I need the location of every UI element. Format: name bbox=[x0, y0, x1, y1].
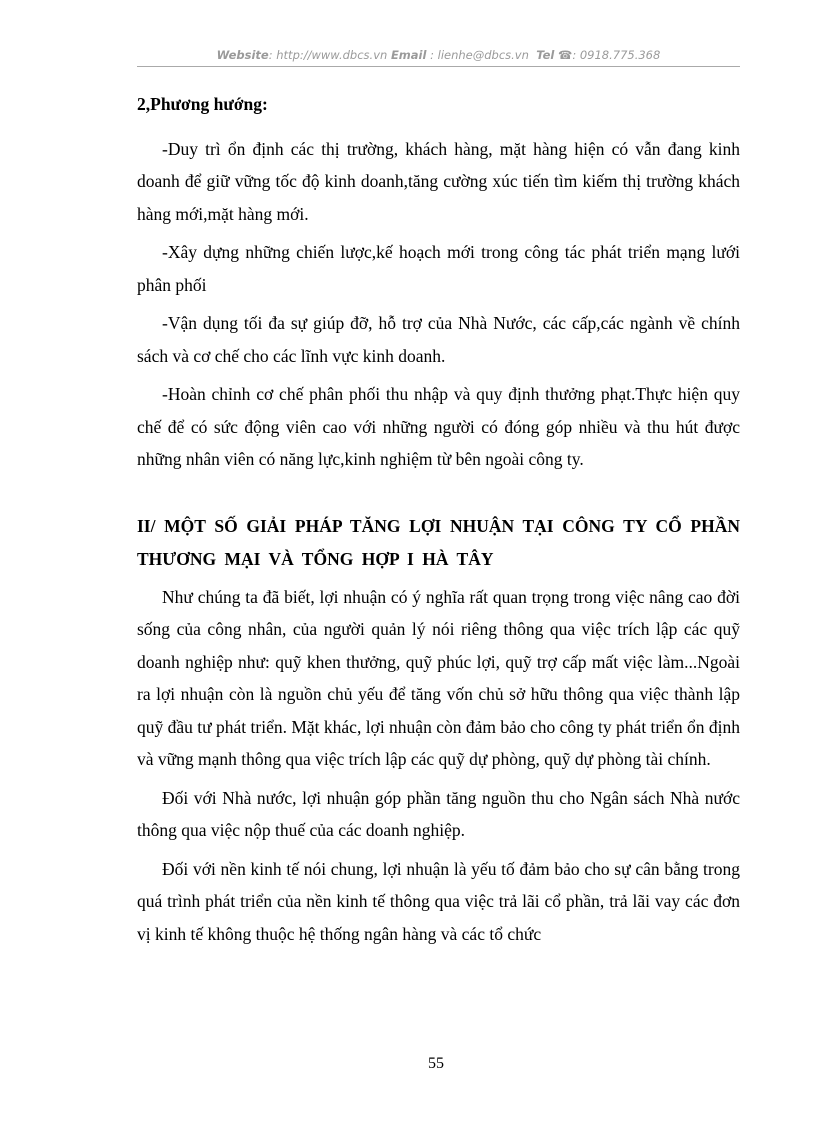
paragraph: -Vận dụng tối đa sự giúp đỡ, hỗ trợ của Nhà Nước, các cấp,các ngành về chính sách và cơ chế cho các lĩnh vực kinh doanh. bbox=[137, 313, 740, 366]
paragraph: -Xây dựng những chiến lược,kế hoạch mới trong công tác phát triển mạng lưới phân phối bbox=[137, 242, 740, 295]
website-value: : http://www.dbcs.vn bbox=[268, 48, 388, 62]
paragraph: -Duy trì ổn định các thị trường, khách hàng, mặt hàng hiện có vẫn đang kinh doanh để giữ vững tốc độ kinh doanh,tăng cường xúc tiến tìm kiếm thị trường khách hàng mới,mặt hàng mới. bbox=[137, 138, 740, 224]
page-number: 55 bbox=[428, 1055, 444, 1072]
phone-icon: ☎ bbox=[557, 48, 573, 62]
section-title: 2,Phương hướng: bbox=[137, 94, 268, 114]
section-heading: II/ MỘT SỐ GIẢI PHÁP TĂNG LỢI NHUẬN TẠI CÔNG TY CỔ PHẦN THƯƠNG MẠI VÀ TỔNG HỢP I HÀ TÂY bbox=[137, 515, 740, 569]
email-value: : lienhe@dbcs.vn bbox=[430, 48, 529, 62]
header-divider bbox=[137, 66, 740, 67]
page-header bbox=[137, 48, 740, 62]
paragraph: Đối với Nhà nước, lợi nhuận góp phần tăng nguồn thu cho Ngân sách Nhà nước thông qua việc nộp thuế của các doanh nghiệp. bbox=[137, 787, 740, 840]
paragraph: Như chúng ta đã biết, lợi nhuận có ý nghĩa rất quan trọng trong việc nâng cao đời sống của công nhân, của người quản lý nói riêng thông qua việc trích lập các quỹ doanh nghiệp như: quỹ khen thưởng, quỹ phúc lợi, quỹ trợ cấp mất việc làm...Ngoài ra lợi nhuận còn là nguồn chủ yếu để tăng vốn chủ sở hữu thông qua việc thành lập quỹ đầu tư phát triển. Mặt khác, lợi nhuận còn đảm bảo cho công ty phát triển ổn định và vững mạnh thông qua việc trích lập các quỹ dự phòng, quỹ dự phòng tài chính. bbox=[137, 586, 740, 769]
paragraph: Đối với nền kinh tế nói chung, lợi nhuận là yếu tố đảm bảo cho sự cân bằng trong quá trình phát triển của nền kinh tế thông qua việc trả lãi cổ phần, trả lãi vay các đơn vị kinh tế không thuộc hệ thống ngân hàng và các tổ chức bbox=[137, 858, 740, 944]
website-label: Website bbox=[216, 48, 269, 62]
tel-label: Tel bbox=[536, 48, 555, 62]
paragraph: -Hoàn chỉnh cơ chế phân phối thu nhập và quy định thưởng phạt.Thực hiện quy chế để có sức động viên cao với những người có đóng góp nhiều và thu hút được những nhân viên có năng lực,kinh nghiệm từ bên ngoài công ty. bbox=[137, 384, 740, 469]
email-label: Email bbox=[390, 48, 427, 62]
tel-value: : 0918.775.368 bbox=[572, 48, 661, 62]
page-content bbox=[137, 88, 740, 950]
